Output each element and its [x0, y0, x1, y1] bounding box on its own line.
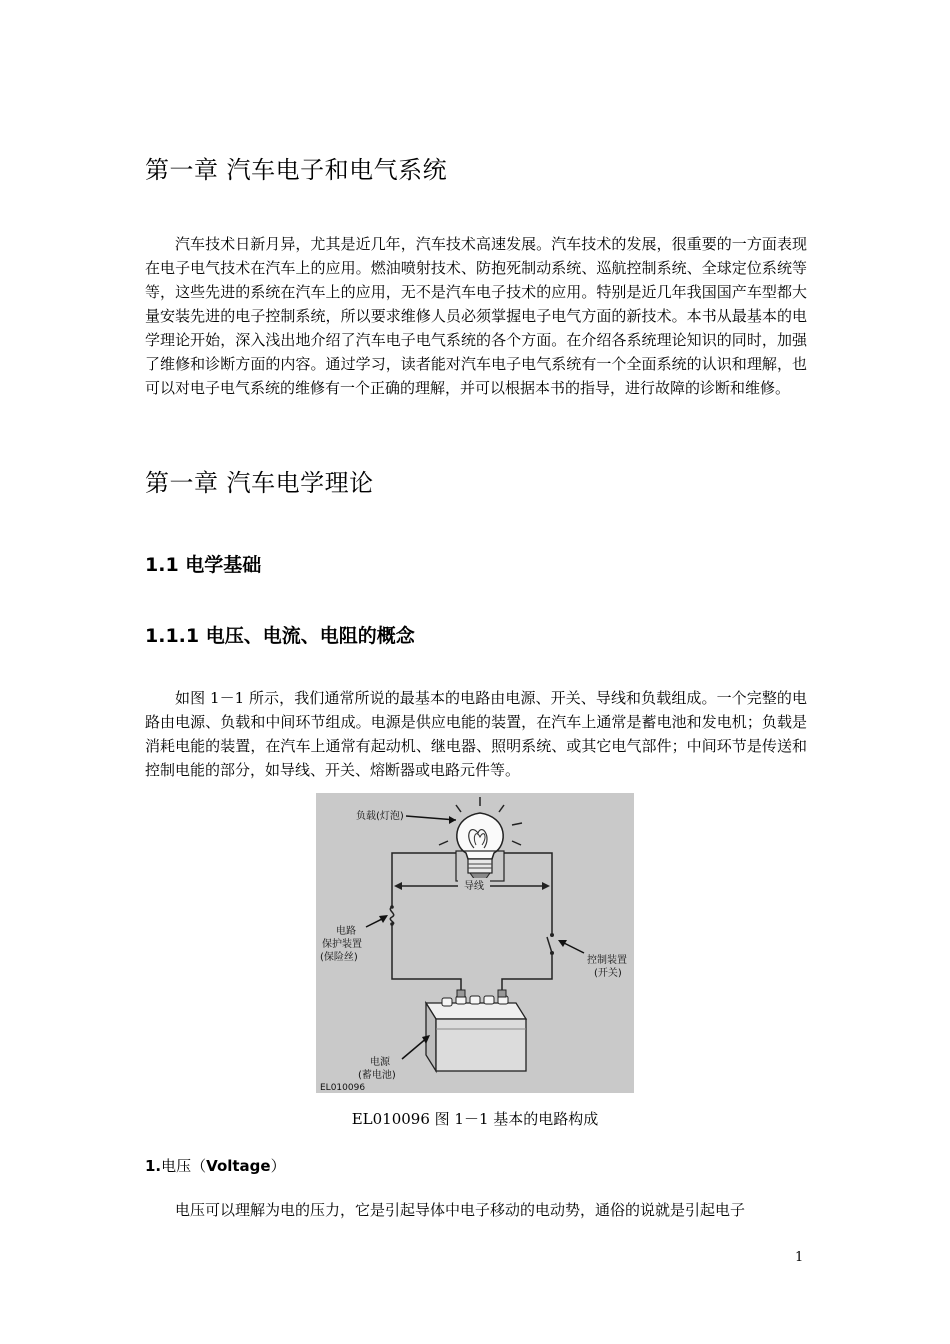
- figure-caption: EL010096 图 1－1 基本的电路构成: [351, 1110, 599, 1128]
- source-label-line2: (蓄电池): [358, 1070, 396, 1081]
- switch-label-line1: 控制装置: [587, 955, 627, 966]
- source-label-line1: 电源: [370, 1057, 390, 1068]
- subsection-title: 1.1.1 电压、电流、电阻的概念: [145, 625, 415, 647]
- fuse-label-line3: (保险丝): [320, 952, 358, 963]
- voltage-heading: [145, 1155, 286, 1176]
- voltage-heading-cn: 电压（: [161, 1157, 207, 1175]
- page-number: 1: [795, 1250, 804, 1265]
- voltage-heading-en: Voltage: [206, 1157, 271, 1175]
- wire-label: 导线: [464, 881, 484, 892]
- fuse-label-line1: 电路: [336, 926, 356, 937]
- section-title: 1.1 电学基础: [145, 554, 262, 576]
- voltage-paragraph: 电压可以理解为电的压力，它是引起导体中电子移动的电动势，通俗的说就是引起电子: [175, 1201, 746, 1219]
- circuit-paragraph: 如图 1－1 所示，我们通常所说的最基本的电路由电源、开关、导线和负载组成。一个完整的电路由电源、负载和中间环节组成。电源是供应电能的装置，在汽车上通常是蓄电池和发电机；负载是消耗电能的装置，在汽车上通常有起动机、继电器、照明系统、或其它电气部件；中间环节是传送和控制电能的部分，如导线、开关、熔断器或电路元件等。: [145, 689, 807, 779]
- circuit-diagram: [316, 793, 634, 1093]
- figure-code: EL010096: [320, 1083, 366, 1093]
- voltage-heading-close: ）: [270, 1157, 286, 1175]
- intro-paragraph: 汽车技术日新月异，尤其是近几年，汽车技术高速发展。汽车技术的发展，很重要的一方面表现在电子电气技术在汽车上的应用。燃油喷射技术、防抱死制动系统、巡航控制系统、全球定位系统等等，这些先进的系统在汽车上的应用，无不是汽车电子技术的应用。特别是近几年我国国产车型都大量安装先进的电子控制系统，所以要求维修人员必须掌握电子电气方面的新技术。本书从最基本的电学理论开始，深入浅出地介绍了汽车电子电气系统的各个方面。在介绍各系统理论知识的同时，加强了维修和诊断方面的内容。通过学习，读者能对汽车电子电气系统有一个全面系统的认识和理解，也可以对电子电气系统的维修有一个正确的理解，并可以根据本书的指导，进行故障的诊断和维修。: [145, 235, 807, 397]
- circuit-figure: [316, 793, 634, 1093]
- fuse-label-line2: 保护装置: [322, 939, 362, 950]
- chapter-title: 第一章 汽车电子和电气系统: [145, 156, 448, 184]
- chapter-title-electrical-theory: 第一章 汽车电学理论: [145, 469, 374, 497]
- switch-label-line2: (开关): [594, 968, 622, 979]
- voltage-heading-number: 1.: [145, 1157, 162, 1175]
- load-label: 负载(灯泡): [356, 811, 404, 822]
